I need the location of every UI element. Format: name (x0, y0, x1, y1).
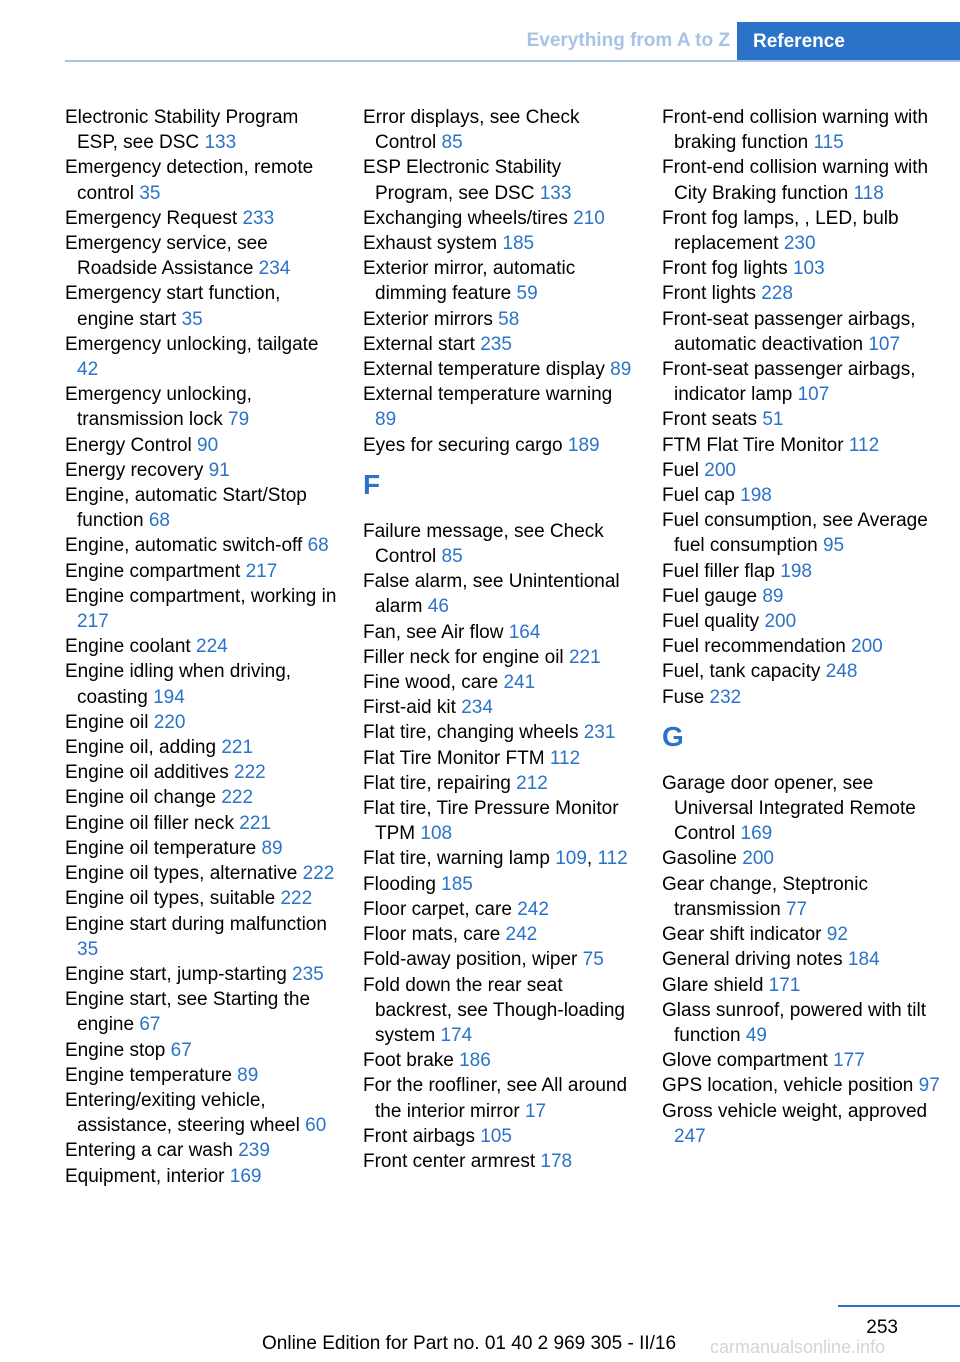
entry-term: Engine oil filler neck (65, 812, 234, 834)
index-entry (363, 256, 638, 306)
index-entry (65, 1063, 340, 1088)
page-link[interactable]: 89 (261, 837, 283, 859)
index-entry (65, 584, 340, 634)
section-letter: G (662, 720, 684, 752)
page-link[interactable]: 109 (555, 848, 587, 870)
entry-term: Flat tire, changing wheels (363, 722, 579, 744)
entry-term: For the roofliner, see All around the interior mirror (363, 1075, 628, 1122)
page-link[interactable]: 59 (516, 283, 538, 305)
page-link[interactable]: 112 (597, 848, 628, 870)
index-entry (662, 872, 952, 922)
entry-term: Exterior mirror, automatic dimming feature (363, 258, 576, 305)
index-entry (65, 206, 340, 231)
page-link[interactable]: 67 (139, 1014, 161, 1036)
entry-term: Flat Tire Monitor FTM (363, 747, 545, 769)
entry-term: Front fog lamps, , LED, bulb replacement (662, 207, 899, 255)
entry-term: Engine oil (65, 711, 149, 733)
page-link[interactable]: 200 (742, 848, 774, 870)
entry-term: Engine compartment (65, 560, 241, 582)
entry-term: Fold down the rear seat backrest, see Though-loading system (363, 974, 625, 1046)
entry-term: Eyes for securing cargo (363, 434, 563, 456)
page-link[interactable]: 228 (761, 283, 793, 305)
page-link[interactable]: 169 (229, 1165, 262, 1187)
index-entry (662, 105, 952, 155)
index-entry (363, 645, 638, 670)
index-entry (65, 1088, 340, 1138)
header-divider (65, 60, 960, 62)
index-entry (363, 155, 638, 205)
page-link[interactable]: 112 (848, 434, 880, 456)
entry-term: Fold-away position, wiper (363, 949, 578, 971)
index-entry (65, 1038, 340, 1063)
page-link[interactable]: 222 (234, 762, 266, 784)
page-link[interactable]: 68 (148, 510, 170, 532)
entry-term: False alarm, see Unintentional alarm (363, 571, 620, 618)
entry-term: Exhaust system (363, 233, 498, 255)
page-link[interactable]: 222 (280, 888, 313, 910)
page-link[interactable]: 85 (441, 132, 463, 154)
entry-term: Glass sunroof, powered with tilt function (662, 999, 927, 1046)
entry-term: Fan, see Air flow (363, 621, 504, 643)
entry-term: Flooding (363, 873, 436, 895)
entry-term: Emergency unlocking, tailgate (65, 333, 319, 355)
entry-term: Exchanging wheels/tires (363, 207, 568, 229)
index-entry (363, 1149, 638, 1174)
index-column-2 (363, 105, 638, 1174)
index-entry (65, 735, 340, 760)
index-entry (363, 519, 638, 569)
index-entry (662, 508, 952, 558)
index-entry (65, 105, 340, 155)
entry-term: Engine, automatic switch-off (65, 535, 303, 557)
index-entry (363, 307, 638, 332)
entry-term: Engine oil additives (65, 762, 229, 784)
index-entry (65, 281, 340, 331)
entry-term: FTM Flat Tire Monitor (662, 434, 844, 456)
entry-term: Fuel, tank capacity (662, 661, 821, 683)
index-entry (363, 897, 638, 922)
page-link[interactable]: 230 (783, 233, 816, 255)
page-link[interactable]: 189 (567, 434, 600, 456)
page-link[interactable]: 242 (517, 898, 549, 920)
entry-term: Front seats (662, 409, 758, 431)
page-link[interactable]: 91 (208, 459, 230, 481)
entry-term: Front-end collision warning with braking function (662, 107, 929, 154)
page-link[interactable]: 241 (503, 672, 536, 694)
entry-term: First-aid kit (363, 697, 456, 719)
index-entry (363, 357, 638, 382)
page-link[interactable]: 68 (307, 535, 329, 557)
page-link[interactable]: 233 (242, 207, 275, 229)
entry-term: Engine compartment, working in (65, 585, 337, 607)
index-entry (662, 609, 952, 634)
page-link[interactable]: 184 (847, 949, 880, 971)
index-entry (662, 559, 952, 584)
entry-term: Fuel consumption, see Average fuel consumption (662, 510, 928, 557)
index-entry (662, 458, 952, 483)
index-entry (65, 659, 340, 709)
page-link[interactable]: 67 (170, 1039, 192, 1061)
page-link[interactable]: 42 (77, 359, 99, 381)
index-entry: Flat tire, warning lamp 109, 112 (363, 848, 628, 870)
entry-term: Flat tire, warning lamp (363, 848, 550, 870)
page-link[interactable]: 212 (516, 772, 548, 794)
index-entry (363, 720, 638, 745)
entry-term: ESP Electronic Stability Program, see DSC (363, 157, 562, 204)
entry-term: Gear change, Steptronic transmission (662, 873, 868, 920)
page-link[interactable]: 171 (768, 974, 801, 996)
entry-term: Error displays, see Check Control (363, 107, 580, 154)
page-link[interactable]: 92 (826, 924, 848, 946)
entry-term: Front lights (662, 283, 756, 305)
index-entry (363, 771, 638, 796)
page-link[interactable]: 107 (797, 384, 830, 406)
page-link[interactable]: 35 (77, 938, 99, 960)
entry-term: Fuel (662, 459, 699, 481)
page-link[interactable]: 89 (762, 585, 784, 607)
entry-term: Energy Control (65, 434, 192, 456)
page-link[interactable]: 221 (239, 812, 271, 834)
entry-term: GPS location, vehicle position (662, 1075, 914, 1097)
entry-term: Gross vehicle weight, approved (662, 1100, 928, 1122)
entry-term: Engine temperature (65, 1064, 232, 1086)
watermark: carmanualsonline.info (710, 1337, 886, 1357)
entry-term: Floor mats, care (363, 924, 501, 946)
page-link[interactable]: 35 (139, 182, 161, 204)
entry-term: Gasoline (662, 848, 737, 870)
index-entry (65, 559, 340, 584)
page-link[interactable]: 247 (674, 1125, 706, 1147)
entry-term: External start (363, 333, 475, 355)
page-link[interactable]: 232 (709, 686, 742, 708)
index-entry (662, 846, 952, 871)
index-entry (363, 206, 638, 231)
entry-term: Engine idling when driving, coasting (65, 661, 292, 708)
index-entry (363, 695, 638, 720)
page-link[interactable]: 49 (745, 1024, 767, 1046)
index-entry (363, 569, 638, 619)
entry-term: Engine start during malfunction (65, 913, 327, 935)
page-link[interactable]: 198 (740, 485, 772, 507)
page-link[interactable]: 133 (204, 132, 237, 154)
index-entry (363, 620, 638, 645)
footer-divider (838, 1305, 960, 1307)
index-entry (65, 886, 340, 911)
page-link[interactable]: 200 (764, 611, 797, 633)
page-link[interactable]: 89 (237, 1064, 259, 1086)
page-link[interactable]: 198 (780, 560, 812, 582)
page-link[interactable]: 89 (610, 359, 632, 381)
page-link[interactable]: 186 (459, 1050, 491, 1072)
entry-term: Emergency unlocking, transmission lock (65, 384, 252, 431)
index-entry (65, 634, 340, 659)
index-entry (662, 155, 952, 205)
page-link[interactable]: 220 (153, 711, 186, 733)
entry-term: Fuel filler flap (662, 560, 775, 582)
page-link[interactable]: 89 (375, 409, 397, 431)
index-entry (363, 433, 638, 458)
entry-term: Front-seat passenger airbags, indicator lamp (662, 359, 916, 406)
entry-term: Front center armrest (363, 1150, 536, 1172)
page-link[interactable]: 97 (918, 1075, 940, 1097)
entry-term: Filler neck for engine oil (363, 646, 564, 668)
page-link[interactable]: 221 (568, 646, 601, 668)
page-link[interactable]: 58 (498, 308, 520, 330)
page-link[interactable]: 242 (505, 924, 538, 946)
section-letter: F (363, 468, 381, 500)
index-entry (65, 760, 340, 785)
index-entry (662, 407, 952, 432)
index-entry (662, 998, 952, 1048)
entry-term: Electronic Stability Program ESP, see DSC (65, 107, 299, 154)
index-entry (363, 1048, 638, 1073)
index-entry (662, 947, 952, 972)
page-link[interactable]: 200 (704, 459, 736, 481)
entry-term: Fuel cap (662, 485, 735, 507)
page-link[interactable]: 217 (77, 611, 109, 633)
index-entry (662, 584, 952, 609)
page-number: 253 (866, 1317, 898, 1338)
page-link[interactable]: 77 (785, 898, 808, 920)
page-link[interactable]: 46 (427, 596, 449, 618)
index-entry (65, 710, 340, 735)
page-link[interactable]: 105 (480, 1125, 512, 1147)
index-entry (662, 357, 952, 407)
index-entry (662, 206, 952, 256)
page-link[interactable]: 115 (813, 132, 844, 154)
index-entry (662, 1099, 952, 1149)
entry-term: Engine oil, adding (65, 737, 217, 759)
index-entry (65, 533, 340, 558)
page-link[interactable]: 217 (245, 560, 278, 582)
page-link[interactable]: 222 (302, 863, 335, 885)
index-entry (363, 746, 638, 771)
entry-term: Engine stop (65, 1039, 166, 1061)
index-entry (363, 973, 638, 1049)
page-link[interactable]: 231 (583, 722, 616, 744)
index-entry (363, 872, 638, 897)
entry-term: Front airbags (363, 1125, 475, 1147)
index-entry (363, 922, 638, 947)
index-entry (662, 659, 952, 684)
page-link[interactable]: 95 (822, 535, 845, 557)
entry-term: Fuel quality (662, 611, 760, 633)
page-link[interactable]: 60 (305, 1115, 327, 1137)
entry-term: Exterior mirrors (363, 308, 493, 330)
entry-term: Entering/exiting vehicle, assistance, steering wheel (65, 1089, 300, 1137)
entry-term: Front-end collision warning with City Braking function (662, 157, 929, 204)
page-link[interactable]: 51 (762, 409, 784, 431)
page-link[interactable]: 200 (851, 636, 883, 658)
index-entry (662, 1073, 952, 1098)
page-link[interactable]: 169 (740, 823, 773, 845)
index-entry (662, 483, 952, 508)
entry-term: Front-seat passenger airbags, automatic deactivation (662, 308, 916, 355)
page-link[interactable]: 174 (440, 1024, 473, 1046)
page-link[interactable]: 235 (480, 333, 512, 355)
index-entry (65, 836, 340, 861)
index-entry (65, 155, 340, 205)
entry-term: Entering a car wash (65, 1140, 233, 1162)
entry-term: Garage door opener, see Universal Integrated Remote Control (662, 772, 916, 845)
page-link[interactable]: 224 (196, 636, 228, 658)
page-link[interactable]: 112 (549, 747, 581, 769)
entry-term: Fuse (662, 686, 705, 708)
page-link[interactable]: 164 (508, 621, 541, 643)
entry-term: Floor carpet, care (363, 898, 512, 920)
section-title: Everything from A to Z (526, 30, 730, 51)
page-link[interactable]: 79 (228, 409, 250, 431)
index-entry (65, 861, 340, 886)
index-entry (65, 332, 340, 382)
page-link[interactable]: 118 (853, 182, 884, 204)
entry-term: Fuel gauge (662, 585, 758, 607)
entry-term: Engine oil change (65, 787, 217, 809)
entry-term: Engine start, jump-starting (65, 963, 287, 985)
page-link[interactable]: 210 (573, 207, 605, 229)
page-link[interactable]: 185 (441, 873, 473, 895)
index-entry (662, 922, 952, 947)
entry-term: Engine start, see Starting the engine (65, 989, 311, 1036)
page-link[interactable]: 221 (221, 737, 254, 759)
index-entry (65, 785, 340, 810)
entry-term: Engine oil types, alternative (65, 863, 298, 885)
index-entry (65, 382, 340, 432)
index-entry (363, 231, 638, 256)
index-entry (65, 987, 340, 1037)
page-link[interactable]: 90 (197, 434, 219, 456)
entry-term: Flat tire, repairing (363, 772, 511, 794)
index-entry (363, 1073, 638, 1123)
page-link[interactable]: 178 (540, 1150, 573, 1172)
entry-term: Failure message, see Check Control (363, 520, 604, 568)
index-entry (363, 382, 638, 432)
page-link[interactable]: 234 (258, 258, 291, 280)
index-entry (363, 332, 638, 357)
entry-term: Emergency detection, remote control (65, 157, 314, 204)
index-column-1 (65, 105, 340, 1189)
page-link[interactable]: 234 (461, 697, 493, 719)
page-link[interactable]: 85 (441, 546, 463, 568)
page-link[interactable]: 194 (153, 686, 185, 708)
index-column-3 (662, 105, 952, 1149)
entry-term: Fine wood, care (363, 672, 499, 694)
index-entry (662, 433, 952, 458)
page-link[interactable]: 17 (524, 1100, 547, 1122)
index-entry (65, 912, 340, 962)
index-entry (363, 947, 638, 972)
index-entry (662, 281, 952, 306)
index-entry (662, 685, 952, 710)
index-entry (65, 231, 340, 281)
index-entry (65, 1164, 340, 1189)
index-entry (65, 1138, 340, 1163)
index-entry (65, 962, 340, 987)
entry-term: Emergency start function, engine start (65, 283, 281, 330)
entry-term: General driving notes (662, 949, 843, 971)
entry-term: Emergency service, see Roadside Assistance (65, 233, 268, 280)
index-entry (662, 1048, 952, 1073)
entry-term: Engine, automatic Start/Stop function (65, 485, 307, 532)
index-entry (662, 307, 952, 357)
entry-term: Energy recovery (65, 459, 204, 481)
index-entry (65, 433, 340, 458)
page-link[interactable]: 222 (221, 787, 254, 809)
index-entry (363, 1124, 638, 1149)
entry-term: Gear shift indicator (662, 924, 822, 946)
page-link[interactable]: 107 (868, 333, 901, 355)
entry-term: Glove compartment (662, 1050, 828, 1072)
page-link[interactable]: 185 (502, 233, 535, 255)
page-link[interactable]: 239 (238, 1140, 270, 1162)
entry-term: Engine coolant (65, 636, 191, 658)
index-entry (662, 973, 952, 998)
page-link[interactable]: 248 (825, 661, 858, 683)
entry-term: Engine oil temperature (65, 837, 257, 859)
index-entry (662, 634, 952, 659)
reference-tab: Reference (737, 22, 960, 62)
entry-term: Engine oil types, suitable (65, 888, 276, 910)
entry-term: Glare shield (662, 974, 764, 996)
entry-term: Fuel recommendation (662, 636, 846, 658)
entry-term: Foot brake (363, 1050, 454, 1072)
page-link[interactable]: 235 (292, 963, 324, 985)
entry-term: Flat tire, Tire Pressure Monitor TPM (363, 798, 619, 845)
page-link[interactable]: 35 (181, 308, 203, 330)
entry-term: Equipment, interior (65, 1165, 225, 1187)
index-entry (363, 670, 638, 695)
page-link[interactable]: 133 (539, 182, 572, 204)
index-entry (662, 771, 952, 847)
entry-term: Front fog lights (662, 258, 788, 280)
index-entry (363, 105, 638, 155)
entry-term: External temperature display (363, 359, 605, 381)
entry-term: External temperature warning (363, 384, 613, 406)
edition-note: Online Edition for Part no. 01 40 2 969 305 - II/16 (262, 1333, 677, 1354)
page-link[interactable]: 108 (420, 823, 453, 845)
index-entry (662, 256, 952, 281)
page-link[interactable]: 177 (833, 1050, 865, 1072)
index-entry (65, 483, 340, 533)
index-entry (363, 796, 638, 846)
index-entry (65, 811, 340, 836)
entry-term: Emergency Request (65, 207, 238, 229)
index-entry (65, 458, 340, 483)
page-link[interactable]: 103 (792, 258, 825, 280)
page-link[interactable]: 75 (582, 949, 604, 971)
